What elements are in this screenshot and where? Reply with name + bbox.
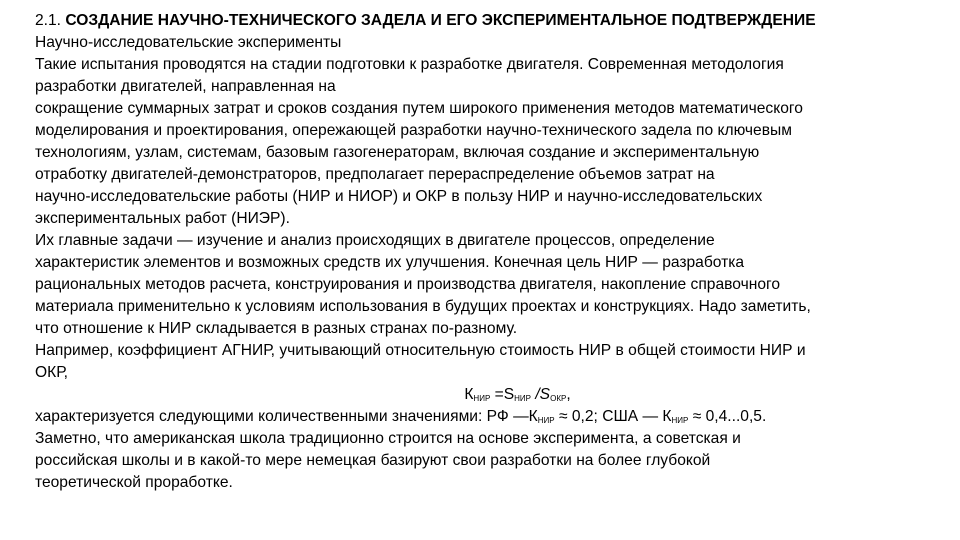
- formula: [35, 384, 940, 406]
- text-line: моделирования и проектирования, опережающей разработки научно-технического задела по ключевым: [35, 122, 792, 139]
- char-part-2: ≈ 0,2; США — К: [554, 408, 672, 425]
- text-line: теоретической проработке.: [35, 474, 233, 491]
- formula-tail: ,: [566, 386, 571, 403]
- formula-s2-subscript: ОКР: [550, 394, 567, 403]
- text-line: характеристик элементов и возможных средств их улучшения. Конечная цель НИР — разработка: [35, 254, 745, 271]
- formula-k: К: [464, 386, 474, 403]
- text-line: разработки двигателей, направленная на: [35, 78, 336, 95]
- char-sub-1: НИР: [537, 416, 555, 425]
- char-part-3: ≈ 0,4...0,5.: [688, 408, 767, 425]
- formula-s1-subscript: НИР: [514, 394, 532, 403]
- char-sub-2: НИР: [671, 416, 689, 425]
- text-line: рациональных методов расчета, конструирования и производства двигателя, накопление справочного: [35, 276, 781, 293]
- heading-number: 2.1.: [35, 12, 62, 29]
- slide-content: [35, 10, 940, 494]
- subheading: Научно-исследовательские эксперименты: [35, 34, 342, 51]
- char-part-1: характеризуется следующими количественными значениями: РФ —К: [35, 408, 538, 425]
- text-line: отработку двигателей-демонстраторов, предполагает перераспределение объемов затрат на: [35, 166, 715, 183]
- heading-title: СОЗДАНИЕ НАУЧНО-ТЕХНИЧЕСКОГО ЗАДЕЛА И ЕГО ЭКСПЕРИМЕНТАЛЬНОЕ ПОДТВЕРЖДЕНИЕ: [65, 12, 816, 29]
- text-line: Такие испытания проводятся на стадии подготовки к разработке двигателя. Современная методология: [35, 56, 784, 73]
- formula-slash: /S: [531, 386, 551, 403]
- formula-eq: =S: [490, 386, 515, 403]
- text-line: что отношение к НИР складывается в разных странах по-разному.: [35, 320, 518, 337]
- characteristics-line: [35, 406, 940, 428]
- text-line: Заметно, что американская школа традиционно строится на основе эксперимента, а советская и: [35, 430, 741, 447]
- text-line: Их главные задачи — изучение и анализ происходящих в двигателе процессов, определение: [35, 232, 715, 249]
- text-line: научно-исследовательские работы (НИР и НИОР) и ОКР в пользу НИР и научно-исследовательских: [35, 188, 763, 205]
- text-line: российская школы и в какой-то мере немецкая базируют свои разработки на более глубокой: [35, 452, 711, 469]
- text-line: сокращение суммарных затрат и сроков создания путем широкого применения методов математического: [35, 100, 803, 117]
- text-line: материала применительно к условиям использования в будущих проектах и конструкциях. Надо заметить,: [35, 298, 811, 315]
- formula-k-subscript: НИР: [473, 394, 491, 403]
- section-heading: [35, 10, 940, 32]
- text-line: технологиям, узлам, системам, базовым газогенераторам, включая создание и экспериментальную: [35, 144, 760, 161]
- text-line: Например, коэффициент АГНИР, учитывающий относительную стоимость НИР в общей стоимости НИР и: [35, 342, 806, 359]
- text-line: ОКР,: [35, 364, 68, 381]
- text-line: экспериментальных работ (НИЭР).: [35, 210, 290, 227]
